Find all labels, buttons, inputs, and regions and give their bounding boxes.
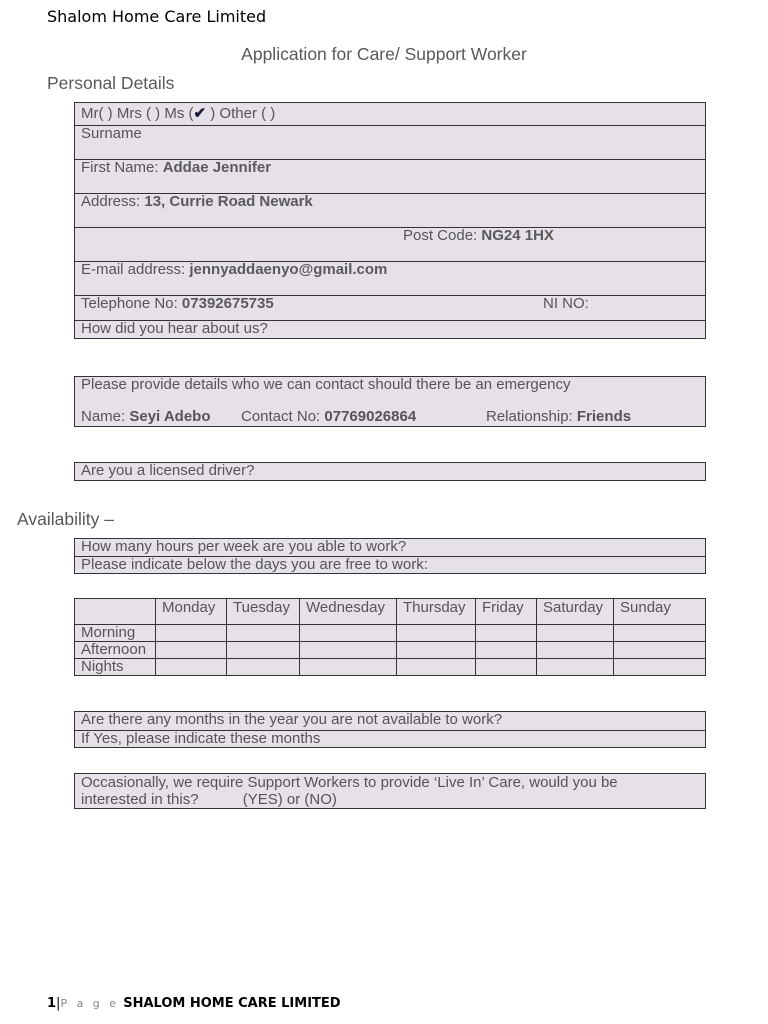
day-header-monday: Monday xyxy=(156,599,227,625)
emergency-contact-field xyxy=(241,409,416,425)
company-name: Shalom Home Care Limited xyxy=(47,7,267,26)
live-in-line-1: Occasionally, we require Support Workers to provide ‘Live In’ Care, would you be xyxy=(81,774,618,791)
live-in-box[interactable] xyxy=(74,773,706,809)
table-row xyxy=(75,642,706,659)
email-value: jennyaddaenyo@gmail.com xyxy=(189,261,388,278)
months-question-row[interactable] xyxy=(75,712,705,730)
first-name-row[interactable] xyxy=(75,159,705,193)
slot-cell[interactable] xyxy=(227,625,300,642)
hours-box xyxy=(74,538,706,574)
table-row xyxy=(75,625,706,642)
slot-cell[interactable] xyxy=(476,625,537,642)
slot-cell[interactable] xyxy=(156,659,227,676)
page-footer xyxy=(47,996,341,1011)
availability-heading: Availability – xyxy=(17,509,114,529)
title-option-ms[interactable]: Ms (✔ ) xyxy=(164,105,216,122)
emergency-relationship-field xyxy=(486,409,631,425)
address-label: Address: xyxy=(81,193,141,210)
slot-cell[interactable] xyxy=(300,642,397,659)
postcode-label: Post Code: xyxy=(403,227,478,244)
table-corner-cell xyxy=(75,599,156,625)
day-header-thursday: Thursday xyxy=(397,599,476,625)
driver-question: Are you a licensed driver? xyxy=(81,462,255,479)
emergency-contact-label: Contact No: xyxy=(241,408,321,425)
email-label: E-mail address: xyxy=(81,261,186,278)
slot-cell[interactable] xyxy=(227,659,300,676)
slot-cell[interactable] xyxy=(397,642,476,659)
months-box xyxy=(74,711,706,748)
day-header-wednesday: Wednesday xyxy=(300,599,397,625)
months-followup-row[interactable] xyxy=(75,730,705,747)
title-row xyxy=(75,103,705,125)
emergency-relationship-value: Friends xyxy=(576,408,632,425)
slot-cell[interactable] xyxy=(156,642,227,659)
hear-about-label: How did you hear about us? xyxy=(81,320,268,337)
live-in-question xyxy=(81,774,618,808)
hours-question: How many hours per week are you able to work? xyxy=(81,538,407,555)
personal-details-heading: Personal Details xyxy=(47,73,175,93)
slot-cell[interactable] xyxy=(300,625,397,642)
emergency-name-label: Name: xyxy=(81,408,126,425)
day-header-saturday: Saturday xyxy=(537,599,614,625)
surname-label: Surname xyxy=(81,125,142,142)
ni-label: NI NO: xyxy=(543,295,589,312)
driver-box[interactable] xyxy=(74,462,706,481)
slot-cell[interactable] xyxy=(614,625,706,642)
emergency-prompt: Please provide details who we can contact should there be an emergency xyxy=(81,376,571,393)
checkmark-icon: ✔ xyxy=(193,105,207,122)
title-option-other[interactable]: Other ( ) xyxy=(219,105,276,122)
slot-cell[interactable] xyxy=(300,659,397,676)
day-header-friday: Friday xyxy=(476,599,537,625)
phone-label: Telephone No: xyxy=(81,295,178,312)
emergency-relationship-label: Relationship: xyxy=(486,408,573,425)
phone-row[interactable] xyxy=(75,295,705,320)
day-header-tuesday: Tuesday xyxy=(227,599,300,625)
title-option-mr[interactable]: Mr( ) xyxy=(81,105,113,122)
page-separator: | xyxy=(56,996,61,1011)
slot-label-afternoon: Afternoon xyxy=(75,642,156,659)
title-option-mrs[interactable]: Mrs ( ) xyxy=(116,105,161,122)
slot-cell[interactable] xyxy=(537,659,614,676)
slot-label-morning: Morning xyxy=(75,625,156,642)
emergency-name-field xyxy=(81,409,211,425)
slot-cell[interactable] xyxy=(397,659,476,676)
personal-details-box xyxy=(74,102,706,339)
hours-row[interactable] xyxy=(75,539,705,556)
live-in-options[interactable]: (YES) or (NO) xyxy=(242,791,337,808)
slot-cell[interactable] xyxy=(227,642,300,659)
slot-label-nights: Nights xyxy=(75,659,156,676)
live-in-line-2: interested in this? (YES) or (NO) xyxy=(81,791,337,808)
email-row[interactable] xyxy=(75,261,705,295)
day-header-sunday: Sunday xyxy=(614,599,706,625)
slot-cell[interactable] xyxy=(537,625,614,642)
table-row xyxy=(75,659,706,676)
first-name-label: First Name: xyxy=(81,159,159,176)
hear-about-row[interactable] xyxy=(75,320,705,338)
slot-cell[interactable] xyxy=(476,642,537,659)
emergency-contact-box[interactable] xyxy=(74,376,706,427)
page-word: P a g e xyxy=(60,997,120,1010)
table-header-row xyxy=(75,599,706,625)
slot-cell[interactable] xyxy=(614,659,706,676)
surname-row[interactable] xyxy=(75,125,705,159)
slot-cell[interactable] xyxy=(614,642,706,659)
emergency-contact-value: 07769026864 xyxy=(324,408,417,425)
days-prompt: Please indicate below the days you are free to work: xyxy=(81,556,428,573)
months-question: Are there any months in the year you are not available to work? xyxy=(81,711,503,728)
phone-value: 07392675735 xyxy=(181,295,274,312)
availability-table xyxy=(74,598,706,676)
page-number: 1 xyxy=(47,996,57,1011)
emergency-name-value: Seyi Adebo xyxy=(129,408,211,425)
address-row[interactable] xyxy=(75,193,705,227)
form-title: Application for Care/ Support Worker xyxy=(241,44,527,64)
slot-cell[interactable] xyxy=(476,659,537,676)
address-value: 13, Currie Road Newark xyxy=(144,193,313,210)
months-followup: If Yes, please indicate these months xyxy=(81,730,321,747)
first-name-value: Addae Jennifer xyxy=(162,159,272,176)
slot-cell[interactable] xyxy=(537,642,614,659)
days-prompt-row xyxy=(75,556,705,573)
postcode-row[interactable] xyxy=(75,227,705,261)
slot-cell[interactable] xyxy=(397,625,476,642)
postcode-field xyxy=(403,228,554,244)
slot-cell[interactable] xyxy=(156,625,227,642)
postcode-value: NG24 1HX xyxy=(481,227,554,244)
footer-company: SHALOM HOME CARE LIMITED xyxy=(123,996,341,1011)
